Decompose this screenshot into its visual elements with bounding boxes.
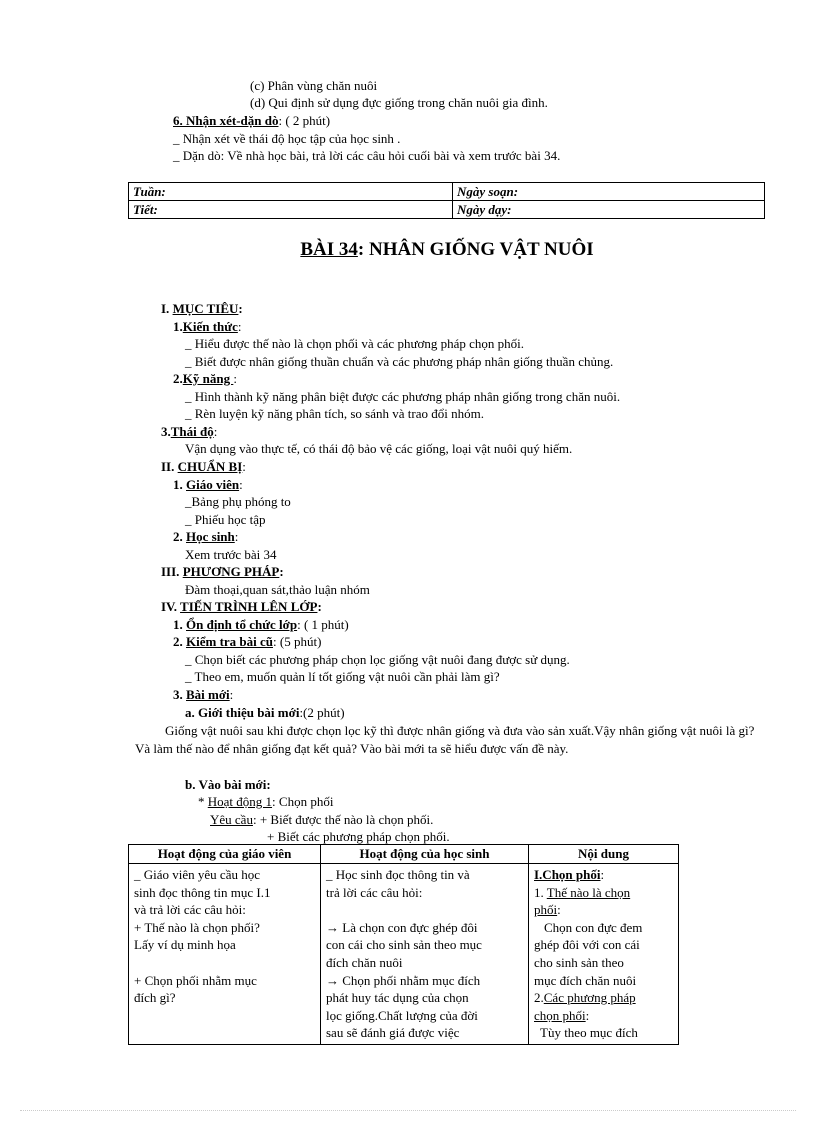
heading-number: 3. [161,424,171,439]
cell-line [326,901,523,919]
cell-line: + Thế nào là chọn phối? [134,919,260,935]
student-activity-cell [321,864,529,1045]
question-2-line-a [534,989,673,1007]
ngay-day-cell: Ngày dạy: [453,201,765,219]
heading-text: Giáo viên [186,477,240,492]
heading-number: 1. [173,617,186,632]
bai-moi-heading [173,686,233,703]
header-content: Nội dung [529,845,679,864]
cell-line [134,954,315,972]
dan-do-line: _ Dặn dò: Về nhà học bài, trả lời các câu hỏi cuối bài và xem trước bài 34. [173,148,561,163]
header-teacher-activity: Hoạt động của giáo viên [129,845,321,864]
activity-title: : Chọn phối [272,794,334,809]
tien-trinh-heading [161,598,322,615]
cell-line: → Chọn phối nhằm mục đích [326,972,481,988]
question-text: phối [534,902,558,918]
cell-line: đích chăn nuôi [326,954,403,970]
heading-time: :(2 phút) [299,705,345,720]
gioi-thieu-paragraph: Giống vật nuôi sau khi được chọn lọc kỹ thì được nhân giống và đưa vào sản xuất.Vậy nhân giống vật nuôi là gì?Và làm thế nào để nhân giống đạt kết quả? Vào bài mới ta sẽ hiểu được vấn đề này. [135,723,755,756]
heading-text: Kỹ năng [182,371,234,386]
cell-line: _ Học sinh đọc thông tin và [326,867,470,882]
heading-number: III. [161,564,183,579]
heading-text: a. Giới thiệu bài mới [185,705,300,720]
heading-text: TIẾN TRÌNH LÊN LỚP [180,599,318,614]
thai-do-item: Vận dụng vào thực tế, có thái độ bảo vệ các giống, loại vật nuôi quý hiếm. [185,441,573,456]
heading-colon: : [237,319,242,334]
heading-text: Thái độ [170,424,214,439]
cell-line: con cái cho sinh sản theo mục [326,937,482,953]
heading-number: 2. [173,634,186,649]
hoc-sinh-item: Xem trước bài 34 [185,547,277,562]
section-6-heading [173,112,330,129]
heading-colon: : [239,477,243,492]
heading-time: : (5 phút) [273,634,322,649]
content-heading-colon: : [600,867,605,882]
heading-time: : ( 1 phút) [297,617,349,632]
heading-text: PHƯƠNG PHÁP [182,564,280,579]
bullet-star: * [198,794,208,809]
activity-label: Hoạt động 1 [207,794,273,809]
cell-line: Lấy ví dụ minh họa [134,937,236,953]
question-number: 2. [534,990,544,1006]
yeu-cau-label: Yêu cầu [210,812,253,827]
phuong-phap-heading [161,563,284,580]
lesson-title [0,239,816,261]
ky-nang-item: _ Rèn luyện kỹ năng phân tích, so sánh và trao đổi nhóm. [185,406,484,421]
content-heading [534,866,673,884]
answer-line: Tùy theo mục đích [540,1025,638,1041]
content-cell [529,864,679,1045]
heading-number: 1. [173,477,186,492]
heading-number: 2. [173,529,186,544]
question-number: 1. [534,884,547,900]
lesson-title-text: : NHÂN GIỐNG VẬT NUÔI [357,239,594,260]
header-student-activity: Hoạt động của học sinh [321,845,529,864]
cell-line: phát huy tác dụng của chọn [326,990,469,1006]
page-footer-divider [20,1110,796,1111]
kiem-tra-question: _ Theo em, muốn quản lí tốt giống vật nuôi cần phải làm gì? [185,669,500,684]
answer-line: Chọn con đực đem [544,919,643,935]
ngay-soan-cell: Ngày soạn: [453,183,765,201]
answer-line: cho sinh sản theo [534,954,624,970]
option-c: (c) Phân vùng chăn nuôi [250,78,378,93]
heading-text: Học sinh [186,529,235,544]
cell-line: + Chọn phối nhằm mục [134,972,257,988]
heading-text: Ổn định tổ chức lớp [186,617,298,632]
muc-tieu-heading [161,300,243,317]
answer-line: mục đích chăn nuôi [534,972,637,988]
yeu-cau-line [210,811,433,828]
heading-number: 1. [173,319,183,334]
question-colon: : [585,1007,590,1023]
kiem-tra-question: _ Chọn biết các phương pháp chọn lọc giống vật nuôi đang được sử dụng. [185,652,570,667]
teacher-activity-cell [129,864,321,1045]
cell-line: lọc giống.Chất lượng của đời [326,1007,478,1023]
heading-text: Bài mới [186,687,230,702]
gioi-thieu-heading [185,704,345,721]
question-text: chọn phối [534,1007,586,1023]
heading-number: I. [161,301,173,316]
heading-number: II. [161,459,178,474]
giao-vien-item: _ Phiếu học tập [185,512,266,527]
ky-nang-heading [173,370,237,387]
chuan-bi-heading [161,458,246,475]
heading-colon: : [279,564,284,579]
section-6-label: 6. Nhận xét-dặn dò [173,113,279,128]
heading-number: IV. [161,599,181,614]
yeu-cau-item: : + Biết được thế nào là chọn phối. [252,812,434,827]
heading-text: CHUẨN BỊ [177,459,243,474]
heading-text: Kiểm tra bài cũ [186,634,274,649]
cell-line: → Là chọn con đực ghép đôi [326,919,478,935]
question-text: Các phương pháp [543,990,636,1006]
thai-do-heading [161,423,217,440]
tuan-cell: Tuần: [129,183,453,201]
activity-table [128,844,679,1045]
heading-colon: : [317,599,322,614]
hoc-sinh-heading [173,528,238,545]
cell-line: sau sẽ đánh giá được việc [326,1025,460,1041]
hoat-dong-1-line [198,793,333,810]
heading-text: Kiến thức [182,319,238,334]
heading-colon: : [234,529,239,544]
lesson-number: BÀI 34 [300,239,358,260]
tiet-cell: Tiết: [129,201,453,219]
question-1-line-a [534,884,673,902]
question-1-line-b [534,901,673,919]
phuong-phap-content: Đàm thoại,quan sát,thảo luận nhóm [185,582,370,597]
heading-text: MỤC TIÊU [172,301,239,316]
cell-line: sinh đọc thông tin mục I.1 [134,884,271,900]
answer-line: ghép đôi với con cái [534,937,640,953]
kien-thuc-item: _ Biết được nhân giống thuần chuẩn và các phương pháp nhân giống thuần chủng. [185,354,614,369]
lesson-header-table [128,182,765,219]
question-2-line-b [534,1007,673,1025]
option-d: (d) Qui định sử dụng đực giống trong chăn nuôi gia đình. [250,95,548,110]
kien-thuc-heading [173,318,241,335]
kiem-tra-heading [173,633,321,650]
cell-line: đích gì? [134,990,176,1006]
heading-colon: : [213,424,218,439]
giao-vien-item: _Bảng phụ phóng to [185,494,291,509]
heading-number: 3. [173,687,186,702]
kien-thuc-item: _ Hiểu được thế nào là chọn phối và các phương pháp chọn phối. [185,336,525,351]
heading-colon: : [233,371,237,386]
on-dinh-heading [173,616,349,633]
content-heading-text: I.Chọn phối [534,867,601,882]
heading-number: 2. [173,371,183,386]
cell-line: trả lời các câu hỏi: [326,884,423,900]
heading-colon: : [229,687,234,702]
heading-colon: : [238,301,243,316]
cell-line: và trả lời các câu hỏi: [134,902,246,918]
ky-nang-item: _ Hình thành kỹ năng phân biệt được các phương pháp nhân giống trong chăn nuôi. [185,389,621,404]
heading-colon: : [242,459,246,474]
yeu-cau-item-2: + Biết các phương pháp chọn phối. [267,829,450,844]
nhan-xet-line: _ Nhận xét về thái độ học tập của học sinh . [173,131,401,146]
cell-line: _ Giáo viên yêu cầu học [134,867,260,882]
giao-vien-heading [173,476,243,493]
question-colon: : [557,902,561,918]
vao-bai-heading: b. Vào bài mới: [185,777,271,792]
question-text: Thế nào là chọn [546,884,631,900]
section-6-time: : ( 2 phút) [278,113,331,128]
